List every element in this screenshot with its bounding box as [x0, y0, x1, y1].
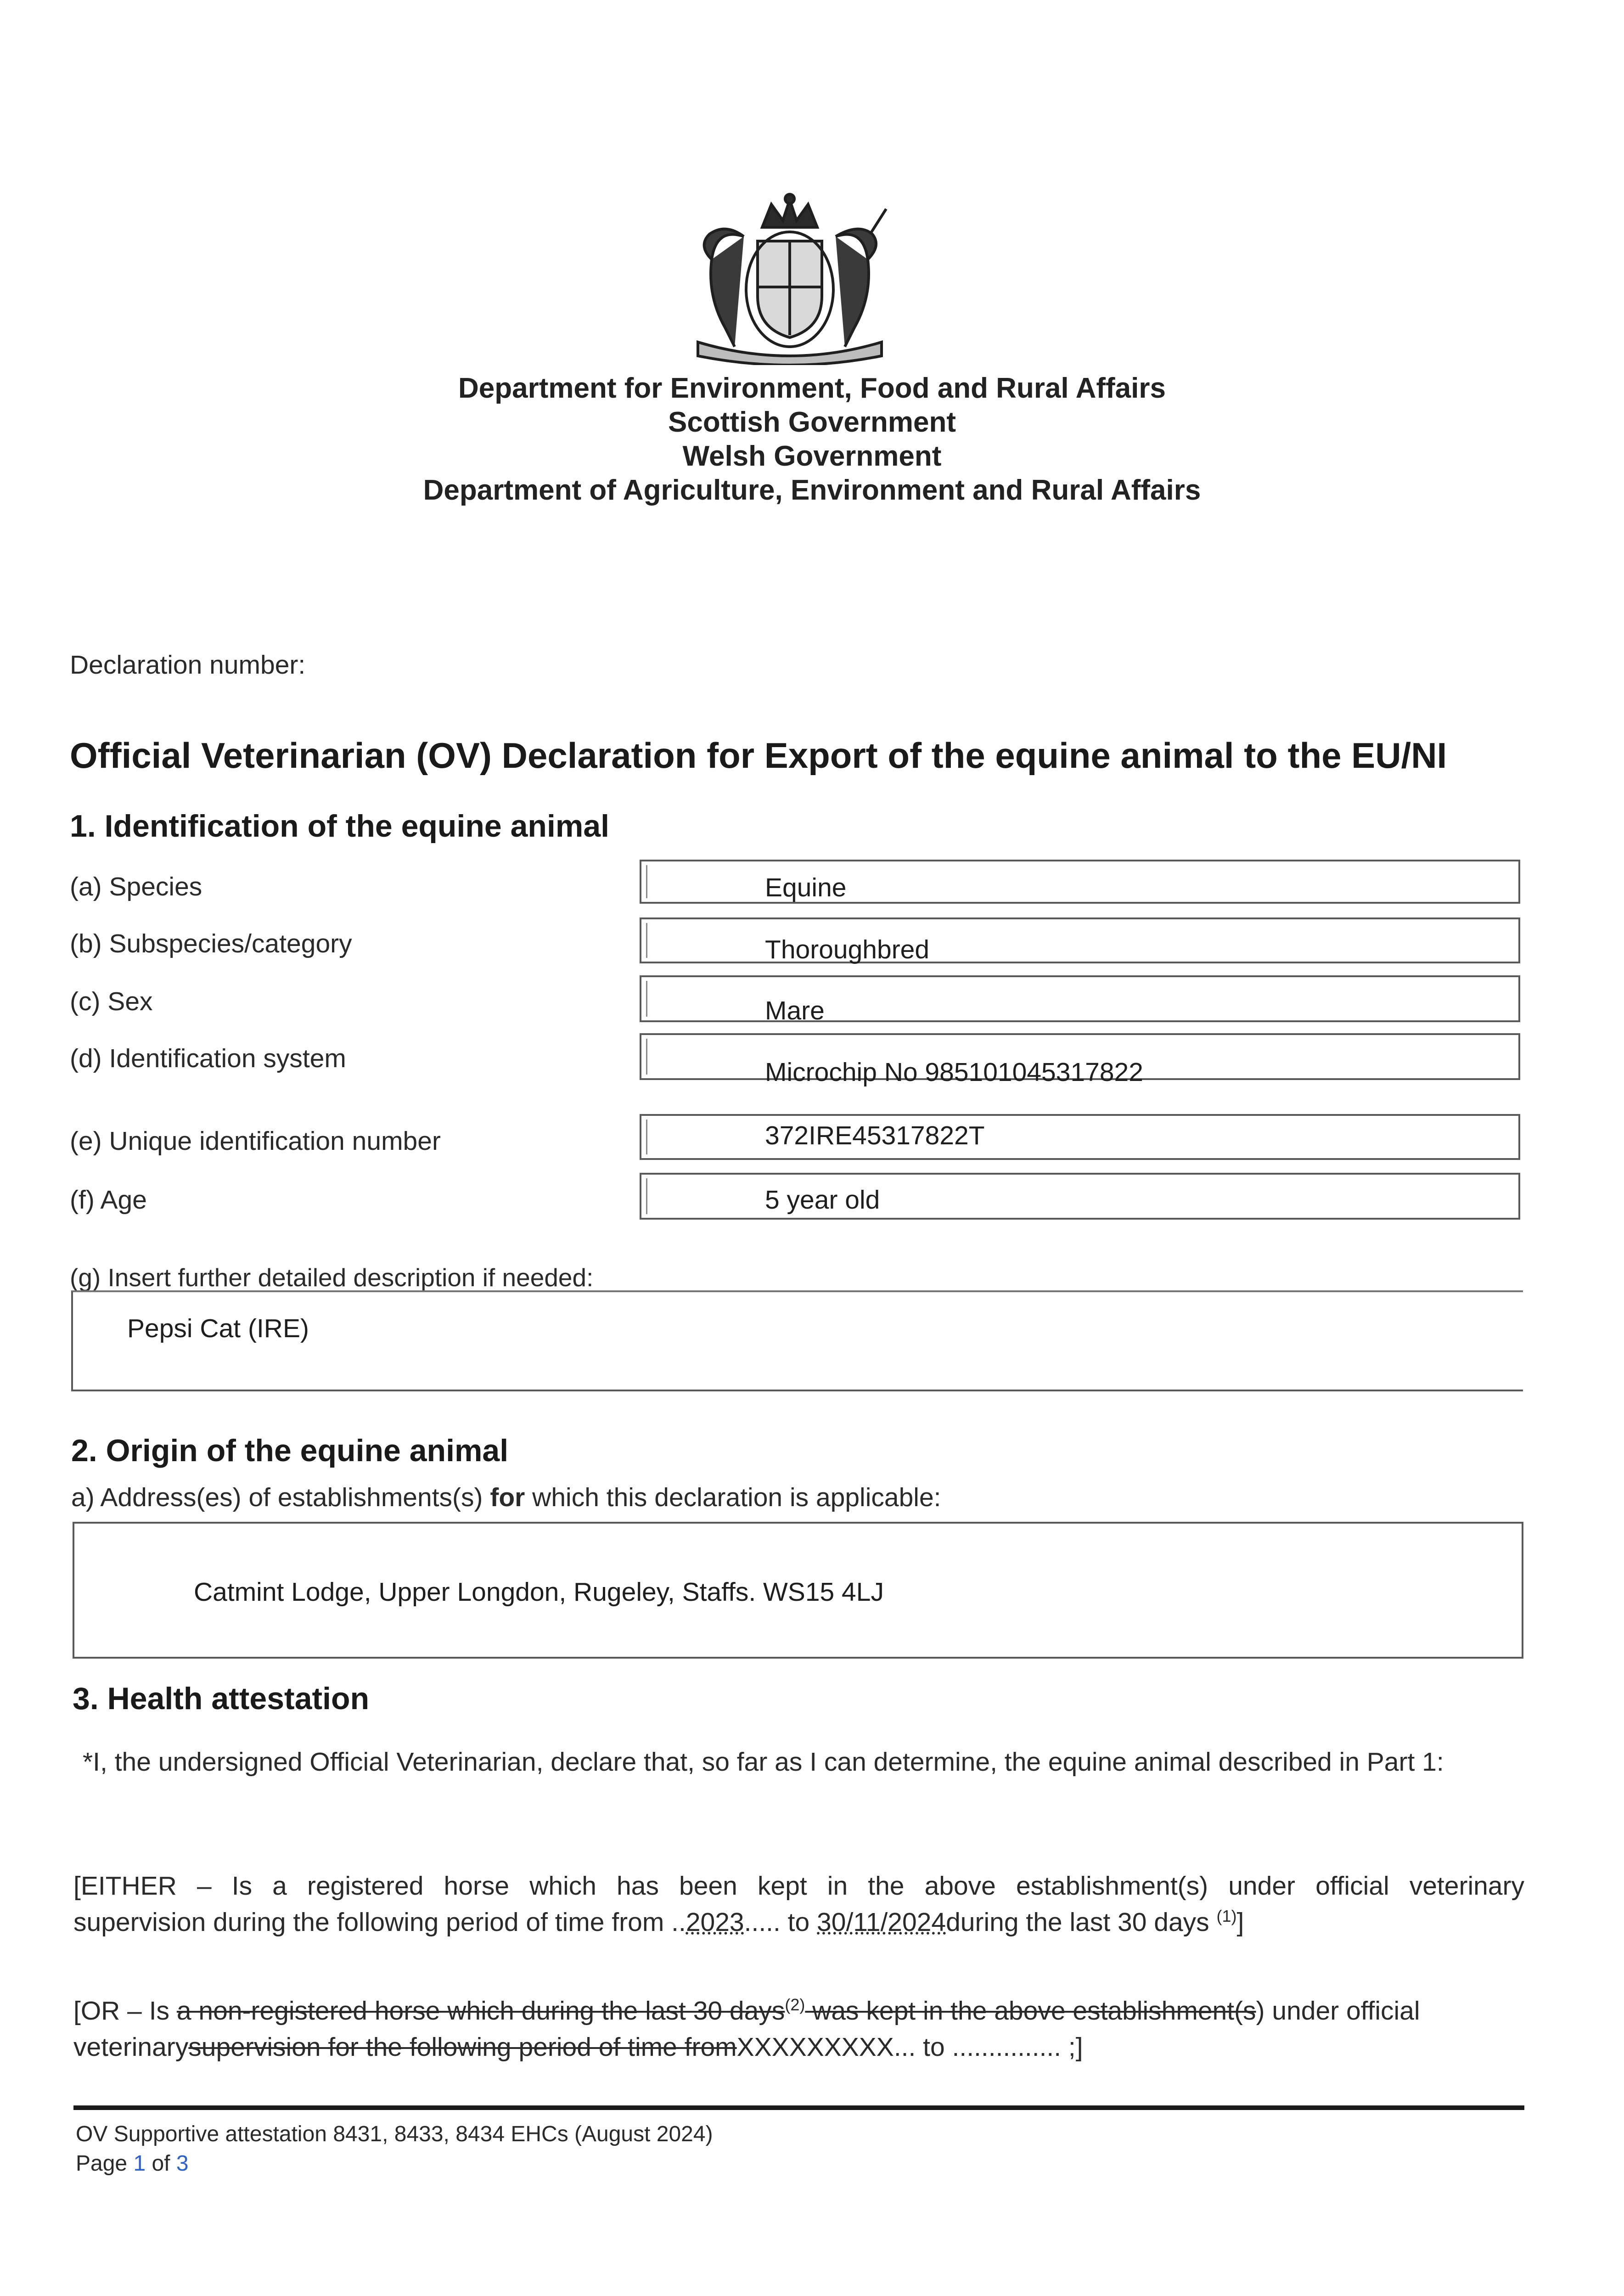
- sex-label: (c) Sex: [70, 987, 153, 1016]
- either-clause-line1: [EITHER – Is a registered horse which has been kept in the above establishment(s) under official veterinary: [73, 1871, 1524, 1901]
- department-name: Department of Agriculture, Environment and Rural Affairs: [423, 474, 1201, 506]
- age-label: (f) Age: [70, 1185, 147, 1215]
- either-clause-line2: supervision during the following period of time from ..2023..... to 30/11/2024during the last 30 days $^{(1)}$]: [73, 1907, 1244, 1937]
- establishment-address: Catmint Lodge, Upper Longdon, Rugeley, Staffs. WS15 4LJ: [194, 1577, 884, 1607]
- department-name: Scottish Government: [668, 406, 956, 438]
- section2-heading: 2. Origin of the equine animal: [71, 1433, 509, 1468]
- unique-id-label: (e) Unique identification number: [70, 1126, 441, 1156]
- establishment-subheading: a) Address(es) of establishments(s) for which this declaration is applicable:: [71, 1483, 941, 1512]
- subspecies-label: (b) Subspecies/category: [70, 929, 352, 958]
- age-value: 5 year old: [765, 1185, 880, 1215]
- species-label: (a) Species: [70, 872, 202, 901]
- or-clause-struck-text: a non-registered horse which during the last 30 days: [176, 1996, 785, 2026]
- further-description-label: (g) Insert further detailed description if needed:: [70, 1263, 594, 1292]
- either-to-date: 30/11/2024: [817, 1908, 946, 1937]
- department-name: Department for Environment, Food and Rural Affairs: [458, 372, 1166, 404]
- section1-heading: 1. Identification of the equine animal: [70, 809, 610, 844]
- footer-divider: [73, 2105, 1524, 2110]
- royal-coat-of-arms-icon: [684, 191, 895, 365]
- or-clause-line2: veterinarysupervision for the following period of time fromXXXXXXXXX... to ............... ;]: [73, 2032, 1083, 2062]
- species-value: Equine: [765, 873, 847, 902]
- document-title: Official Veterinarian (OV) Declaration for Export of the equine animal to the EU/NI: [70, 735, 1447, 776]
- further-description-value: Pepsi Cat (IRE): [127, 1314, 309, 1343]
- attestation-intro: *I, the undersigned Official Veterinarian, declare that, so far as I can determine, the equine animal described in Part 1:: [83, 1747, 1444, 1777]
- identification-system-value: Microchip No 985101045317822: [765, 1058, 1143, 1087]
- department-name: Welsh Government: [682, 440, 942, 472]
- identification-system-label: (d) Identification system: [70, 1044, 346, 1073]
- unique-id-value: 372IRE45317822T: [765, 1121, 985, 1150]
- declaration-number-label: Declaration number:: [70, 650, 306, 680]
- subspecies-value: Thoroughbred: [765, 935, 930, 964]
- footer-reference: OV Supportive attestation 8431, 8433, 8434 EHCs (August 2024): [76, 2122, 713, 2146]
- or-clause-line1: [OR – Is a non-registered horse which during the last 30 days$^{(2)}$ was kept in the above establishment(s) under official: [73, 1995, 1420, 2026]
- sex-value: Mare: [765, 996, 825, 1025]
- either-from-date: 2023: [686, 1908, 744, 1937]
- page-number: Page 1 of 3: [76, 2151, 189, 2176]
- section3-heading: 3. Health attestation: [73, 1681, 370, 1716]
